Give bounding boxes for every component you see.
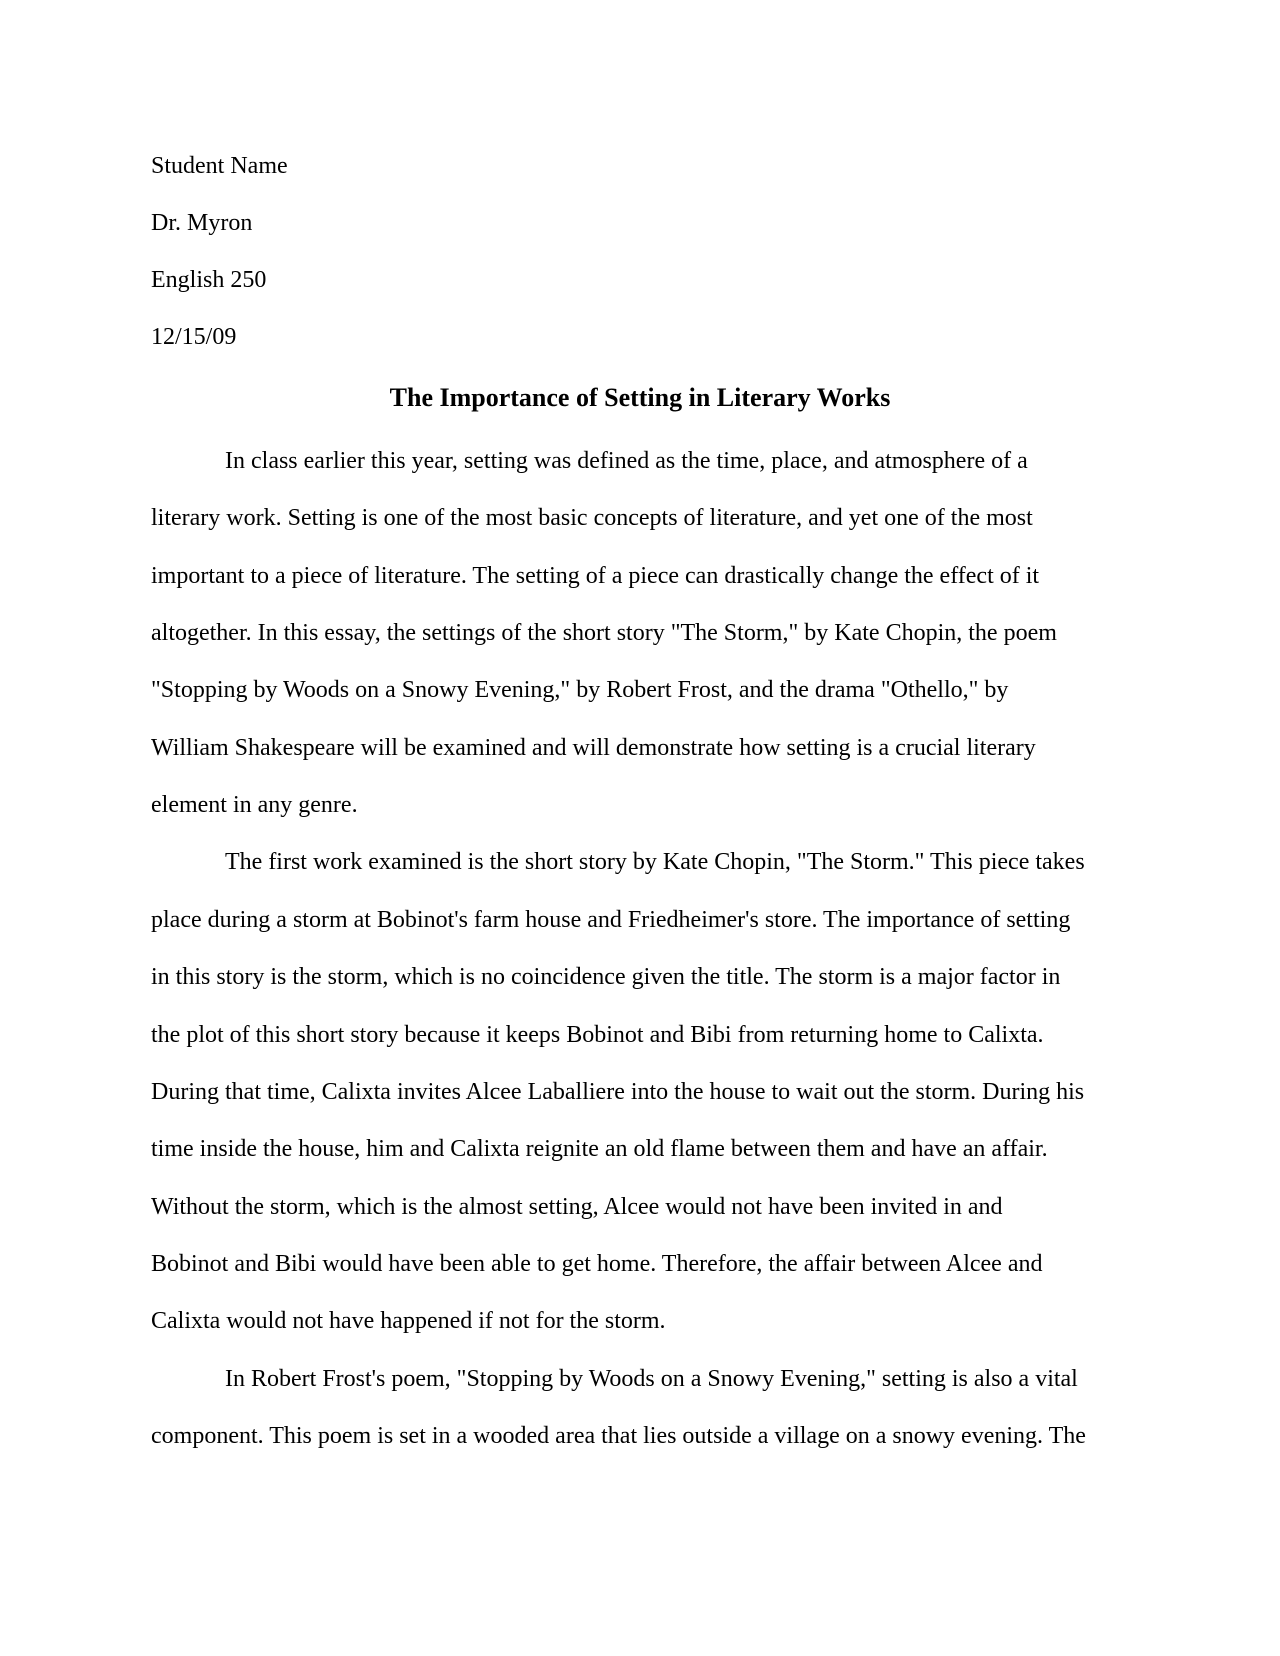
body-line: literary work. Setting is one of the most basic concepts of literature, and yet one of the most (151, 505, 1033, 531)
body-line: component. This poem is set in a wooded area that lies outside a village on a snowy evening. The (151, 1423, 1086, 1449)
course-name: English 250 (151, 267, 267, 293)
body-line: "Stopping by Woods on a Snowy Evening," by Robert Frost, and the drama "Othello," by (151, 677, 1009, 703)
body-line: During that time, Calixta invites Alcee Laballiere into the house to wait out the storm. During his (151, 1079, 1085, 1105)
body-line: The first work examined is the short story by Kate Chopin, "The Storm." This piece takes (225, 849, 1085, 875)
body-line: In class earlier this year, setting was defined as the time, place, and atmosphere of a (225, 448, 1028, 474)
body-line: Without the storm, which is the almost setting, Alcee would not have been invited in and (151, 1194, 1003, 1220)
date: 12/15/09 (151, 324, 237, 350)
body-line: William Shakespeare will be examined and will demonstrate how setting is a crucial literary (151, 735, 1036, 761)
body-line: the plot of this short story because it keeps Bobinot and Bibi from returning home to Calixta. (151, 1022, 1044, 1048)
body-line: Bobinot and Bibi would have been able to get home. Therefore, the affair between Alcee and (151, 1251, 1043, 1277)
body-line: place during a storm at Bobinot's farm house and Friedheimer's store. The importance of setting (151, 907, 1071, 933)
body-line: In Robert Frost's poem, "Stopping by Woods on a Snowy Evening," setting is also a vital (225, 1366, 1078, 1392)
body-line: altogether. In this essay, the settings of the short story "The Storm," by Kate Chopin, the poem (151, 620, 1057, 646)
body-line: element in any genre. (151, 792, 358, 818)
body-line: in this story is the storm, which is no coincidence given the title. The storm is a major factor in (151, 964, 1061, 990)
student-name: Student Name (151, 153, 288, 179)
body-line: important to a piece of literature. The setting of a piece can drastically change the effect of it (151, 563, 1040, 589)
instructor-name: Dr. Myron (151, 210, 253, 236)
body-line: time inside the house, him and Calixta reignite an old flame between them and have an affair. (151, 1136, 1048, 1162)
body-line: Calixta would not have happened if not for the storm. (151, 1308, 666, 1334)
essay-title: The Importance of Setting in Literary Works (389, 383, 891, 412)
